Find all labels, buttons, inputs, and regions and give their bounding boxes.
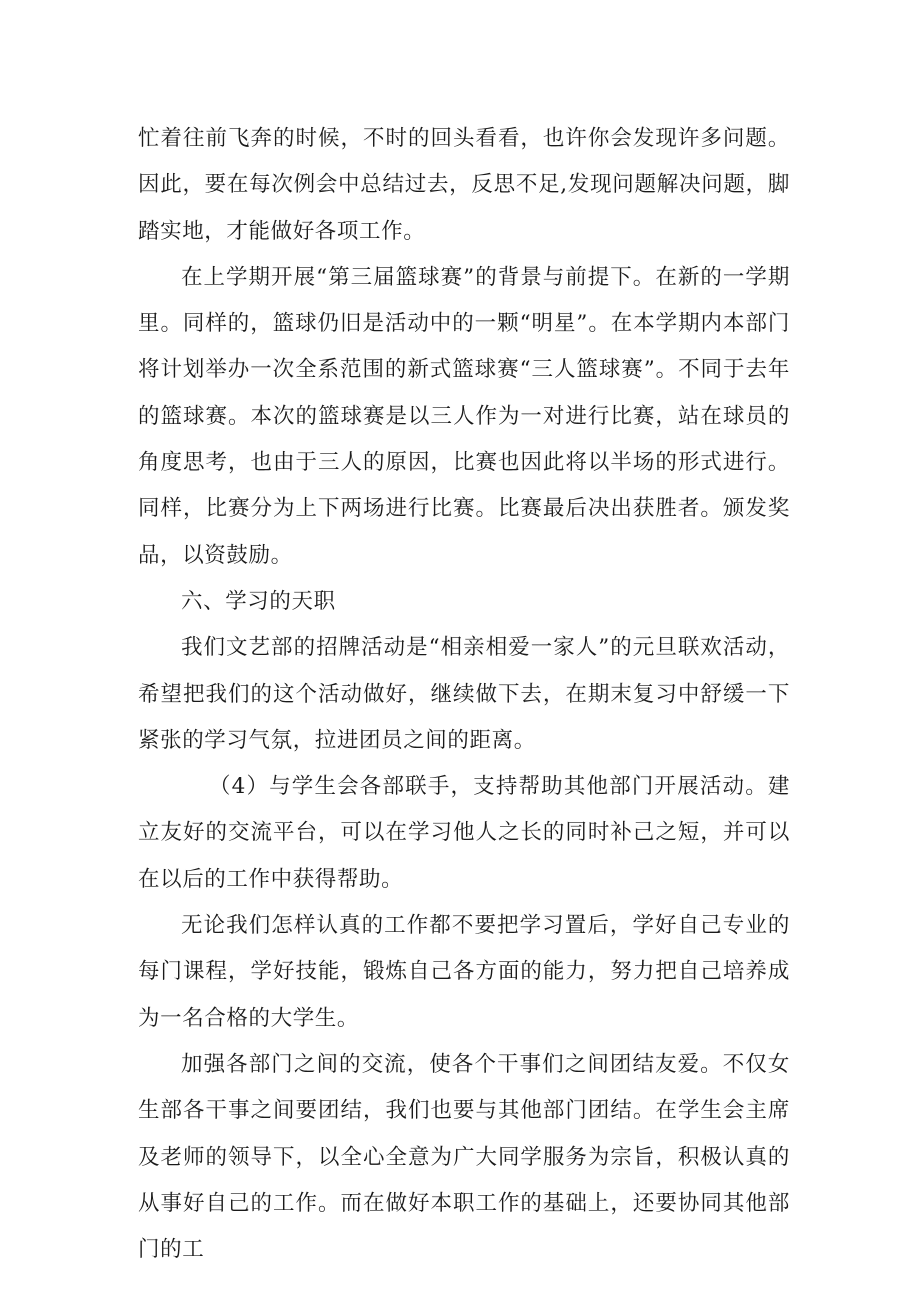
- paragraph-communication: 加强各部门之间的交流，使各个干事们之间团结友爱。不仅女生部各干事之间要团结，我们也要与其他部门团结。在学生会主席及老师的领导下，以全心全意为广大同学服务为宗旨，积极认真的从事好自己的工作。而在做好本职工作的基础上，还要协同其他部门的工: [138, 1051, 790, 1263]
- paragraph-basketball: 在上学期开展“第三届篮球赛”的背景与前提下。在新的一学期里。同样的，篮球仍旧是活动中的一颗“明星”。在本学期内本部门将计划举办一次全系范围的新式篮球赛“三人篮球赛”。不同于去年的篮球赛。本次的篮球赛是以三人作为一对进行比赛，站在球员的角度思考，也由于三人的原因，比赛也因此将以半场的形式进行。同样，比赛分为上下两场进行比赛。比赛最后决出获胜者。颁发奖品，以资鼓励。: [138, 264, 790, 568]
- document-body: [138, 116, 790, 1273]
- section-heading: 六、学习的天职: [181, 588, 336, 614]
- paragraph-study: 无论我们怎样认真的工作都不要把学习置后，学好自己专业的每门课程，学好技能，锻炼自己各方面的能力，努力把自己培养成为一名合格的大学生。: [138, 913, 790, 1031]
- paragraph-continuation: 忙着往前飞奔的时候，不时的回头看看，也许你会发现许多问题。因此，要在每次例会中总结过去，反思不足,发现问题解决问题，脚踏实地，才能做好各项工作。: [138, 126, 790, 244]
- paragraph-arts-event: 我们文艺部的招牌活动是“相亲相爱一家人”的元旦联欢活动，希望把我们的这个活动做好，继续做下去，在期末复习中舒缓一下紧张的学习气氛，拉进团员之间的距离。: [138, 635, 790, 753]
- paragraph-cooperation: （4）与学生会各部联手，支持帮助其他部门开展活动。建立友好的交流平台，可以在学习他人之长的同时补己之短，并可以在以后的工作中获得帮助。: [138, 774, 790, 892]
